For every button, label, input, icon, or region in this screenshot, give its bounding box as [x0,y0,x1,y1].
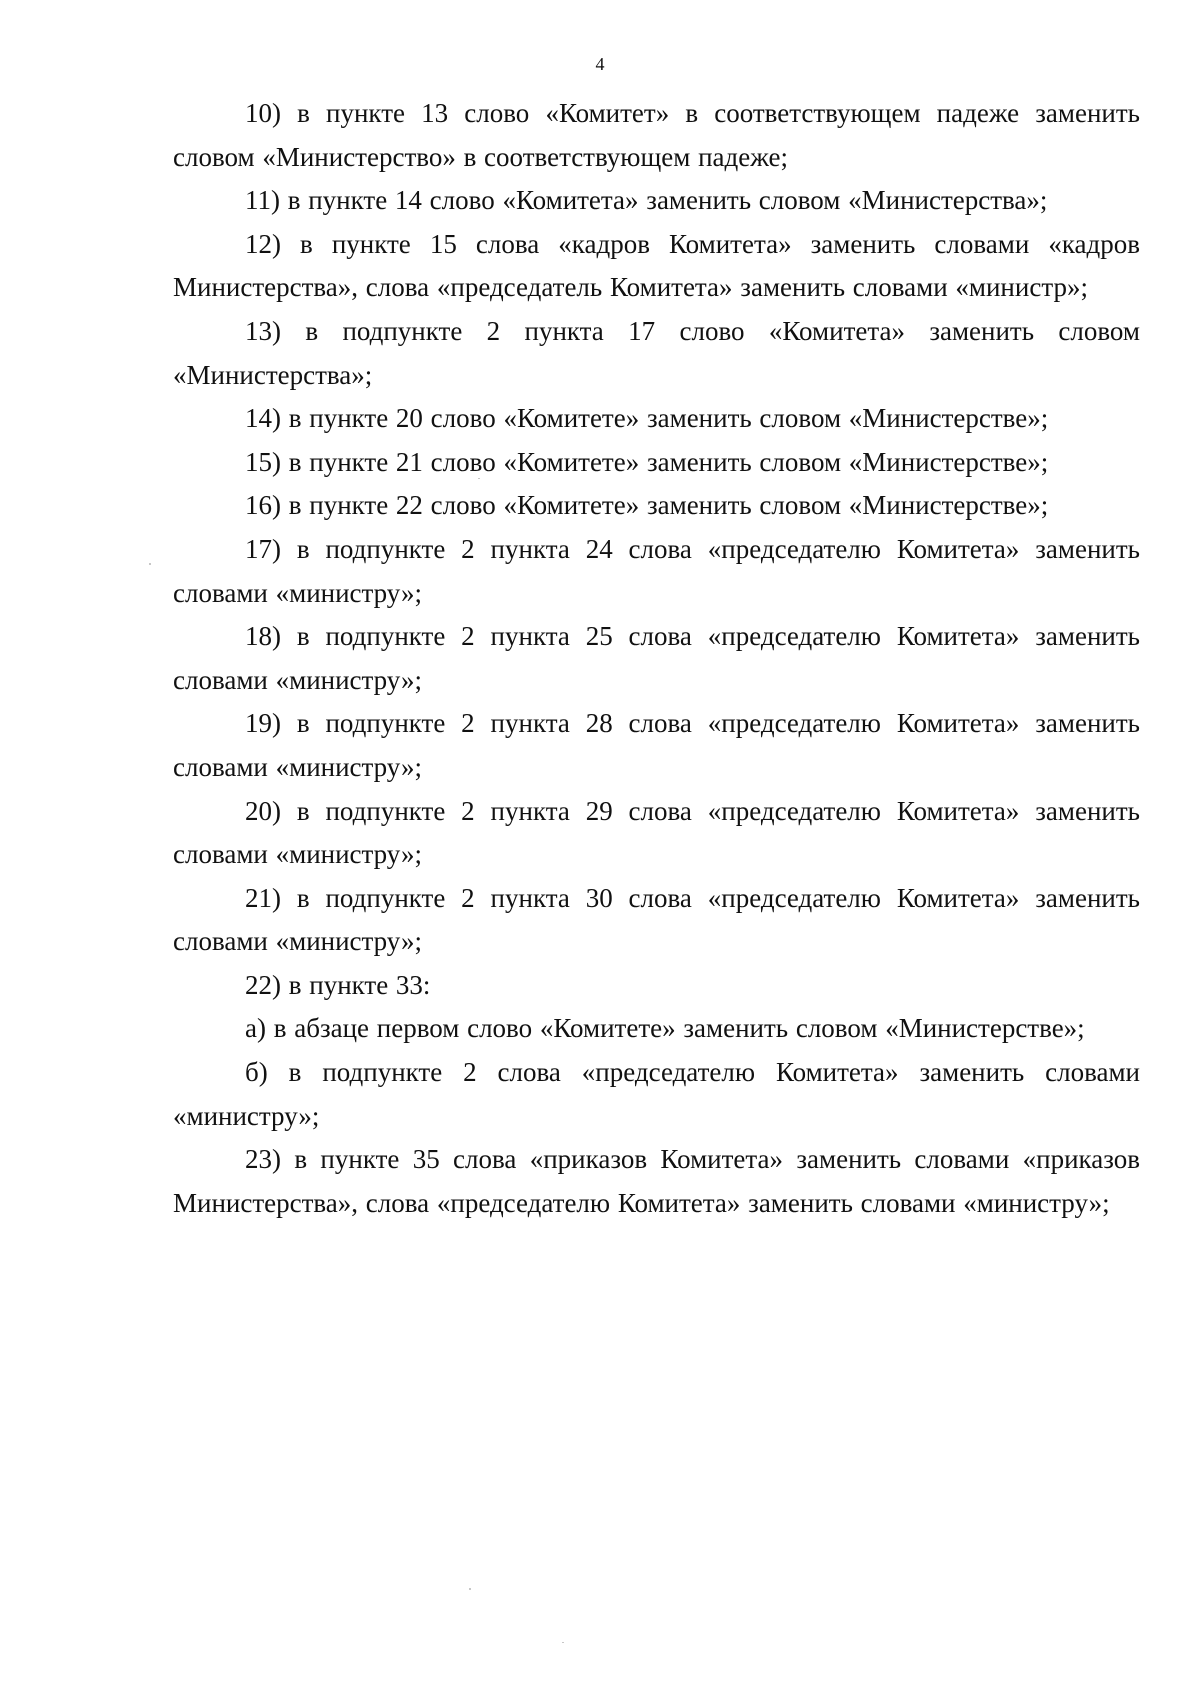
paragraph-item-21: 21) в подпункте 2 пункта 30 слова «председателю Комитета» заменить словами «министру»; [173,882,1140,957]
paragraph-item-10: 10) в пункте 13 слово «Комитет» в соответствующем падеже заменить словом «Министерство» в соответствующем падеже; [173,98,1140,172]
paragraph-item-13: 13) в подпункте 2 пункта 17 слово «Комитета» заменить словом «Министерства»; [173,315,1140,390]
scan-speck [469,1588,471,1590]
paragraph-item-11: 11) в пункте 14 слово «Комитета» заменить словом «Министерства»; [245,185,1048,216]
scan-speck [149,563,151,565]
paragraph-item-22: 22) в пункте 33: [245,969,431,1000]
paragraph-item-19: 19) в подпункте 2 пункта 28 слова «председателю Комитета» заменить словами «министру»; [173,708,1140,782]
paragraph-item-16: 16) в пункте 22 слово «Комитете» заменить словом «Министерстве»; [245,490,1049,521]
paragraph-item-22b: б) в подпункте 2 слова «председателю Комитета» заменить словами «министру»; [173,1057,1140,1131]
paragraph-item-14: 14) в пункте 20 слово «Комитете» заменить словом «Министерстве»; [245,403,1049,434]
paragraph-item-23: 23) в пункте 35 слова «приказов Комитета» заменить словами «приказов Министерства», слова «председателю Комитета» заменить словами «министру»; [173,1144,1140,1218]
scan-speck [562,1642,564,1643]
document-body [173,92,1140,1225]
paragraph-item-18: 18) в подпункте 2 пункта 25 слова «председателю Комитета» заменить словами «министру»; [173,621,1140,695]
paragraph-item-17: 17) в подпункте 2 пункта 24 слова «председателю Комитета» заменить словами «министру»; [173,533,1140,608]
paragraph-item-12: 12) в пункте 15 слова «кадров Комитета» заменить словами «кадров Министерства», слова «председатель Комитета» заменить словами «министр»; [173,228,1140,303]
page-number: 4 [595,54,605,74]
paragraph-item-20: 20) в подпункте 2 пункта 29 слова «председателю Комитета» заменить словами «министру»; [173,795,1140,870]
paragraph-item-15: 15) в пункте 21 слово «Комитете» заменить словом «Министерстве»; [245,446,1049,477]
scan-speck [478,478,480,479]
paragraph-item-22a: а) в абзаце первом слово «Комитете» заменить словом «Министерстве»; [245,1013,1085,1044]
